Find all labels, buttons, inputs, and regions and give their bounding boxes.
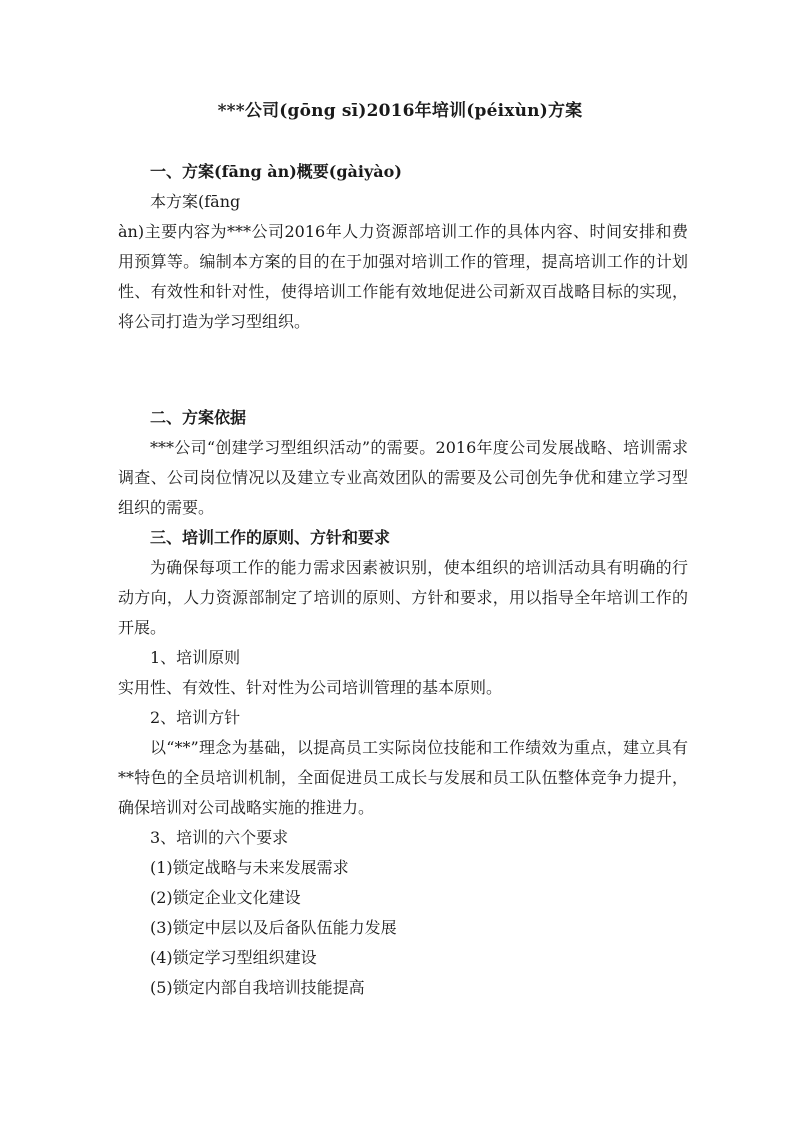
document-body (118, 157, 688, 1003)
policy-paragraph: 以“**”理念为基础，以提高员工实际岗位技能和工作绩效为重点，建立具有**特色的全员培训机制，全面促进员工成长与发展和员工队伍整体竞争力提升，确保培训对公司战略实施的推进力。 (118, 738, 688, 817)
section-heading-overview: 一、方案(fāng àn)概要(gàiyào) (150, 162, 402, 181)
document-title: ***公司(gōng sī)2016年培训(péixùn)方案 (217, 101, 583, 121)
subheading-policy: 2、培训方针 (150, 708, 241, 727)
principles-text: 实用性、有效性、针对性为公司培训管理的基本原则。 (118, 678, 503, 697)
section-heading-basis: 二、方案依据 (150, 408, 247, 427)
requirement-item: (3)锁定中层以及后备队伍能力发展 (150, 918, 397, 937)
section-spacer (118, 337, 688, 403)
basis-paragraph: ***公司“创建学习型组织活动”的需要。2016年度公司发展战略、培训需求调查、公司岗位情况以及建立专业高效团队的需要及公司创先争优和建立学习型组织的需要。 (118, 438, 688, 517)
section-heading-principles: 三、培训工作的原则、方针和要求 (150, 528, 391, 547)
requirement-item: (2)锁定企业文化建设 (150, 888, 301, 907)
principles-intro-paragraph: 为确保每项工作的能力需求因素被识别，使本组织的培训活动具有明确的行动方向，人力资源部制定了培训的原则、方针和要求，用以指导全年培训工作的开展。 (118, 558, 688, 637)
requirement-item: (4)锁定学习型组织建设 (150, 948, 317, 967)
overview-paragraph: àn)主要内容为***公司2016年人力资源部培训工作的具体内容、时间安排和费用预算等。编制本方案的目的在于加强对培训工作的管理，提高培训工作的计划性、有效性和针对性，使得培训工作能有效地促进公司新双百战略目标的实现，将公司打造为学习型组织。 (118, 222, 688, 331)
requirement-item: (1)锁定战略与未来发展需求 (150, 858, 349, 877)
subheading-principles: 1、培训原则 (150, 648, 241, 667)
overview-first-line: 本方案(fāng (150, 192, 241, 211)
requirement-item: (5)锁定内部自我培训技能提高 (150, 978, 365, 997)
subheading-requirements: 3、培训的六个要求 (150, 828, 289, 847)
